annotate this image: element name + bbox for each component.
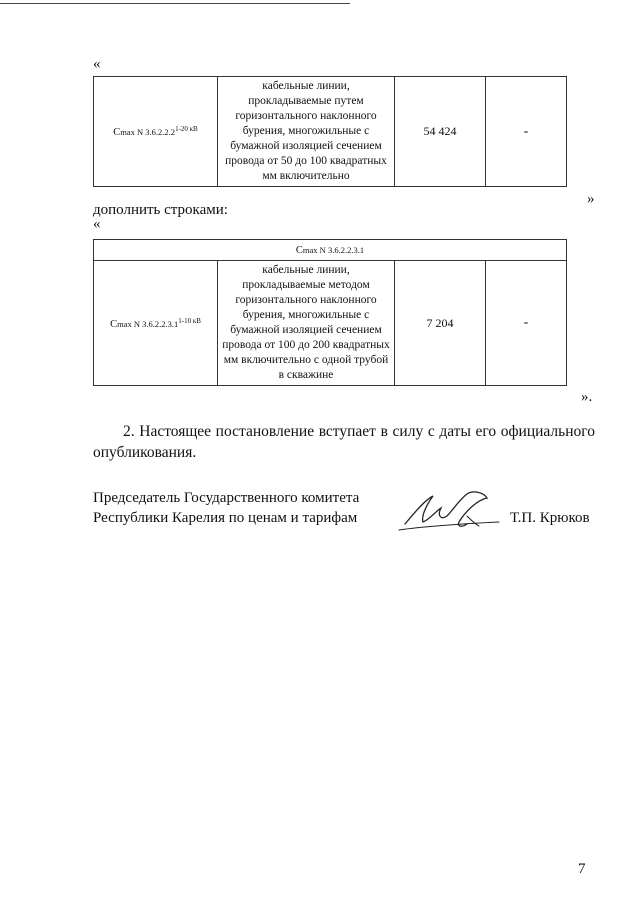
- top-rule: [0, 3, 350, 4]
- rate-code-sup: 1-10 кВ: [178, 316, 201, 325]
- signatory-title-line: Республики Карелия по ценам и тарифам: [93, 510, 358, 526]
- open-quote: «: [93, 56, 101, 72]
- effective-date-paragraph: 2. Настоящее постановление вступает в силу с даты его официального опубликования.: [93, 423, 595, 461]
- value-cell: 7 204: [395, 261, 486, 386]
- rate-code-main: С: [113, 126, 121, 138]
- rate-code-main: С: [110, 318, 118, 330]
- description-cell: кабельные линии, прокладываемые путем горизонтального наклонного бурения, многожильные с бумажной изоляцией сечением провода от 50 до 100 квадратных мм включительно: [218, 77, 395, 187]
- empty-value-cell: -: [486, 261, 567, 386]
- tariff-table-new: [93, 239, 567, 386]
- signatory-title: [93, 488, 359, 528]
- rate-code-cell: [94, 261, 218, 386]
- table-row: [94, 77, 567, 187]
- close-quote-final: ».: [581, 389, 593, 405]
- header-code-sub: max N 3.6.2.2.3.1: [302, 244, 365, 255]
- tariff-table-old: [93, 76, 567, 187]
- header-code-main: С: [295, 244, 303, 256]
- table-row: [94, 261, 567, 386]
- close-quote: »: [587, 191, 595, 207]
- empty-value-cell: -: [486, 77, 567, 187]
- value-cell: 54 424: [395, 77, 486, 187]
- handwritten-signature: [397, 486, 507, 536]
- page-number: 7: [578, 861, 586, 877]
- section-header-cell: [94, 240, 567, 261]
- table-header-row: [94, 240, 567, 261]
- amendment-lead-text: дополнить строками:: [93, 202, 228, 218]
- rate-code-cell: [94, 77, 218, 187]
- description-cell: кабельные линии, прокладываемые методом горизонтального наклонного бурения, многожильные с бумажной изоляцией сечением провода от 100 до 200 квадратных мм включительно с одной трубой в скважине: [218, 261, 395, 386]
- rate-code-sub: max N 3.6.2.2.2: [120, 126, 176, 137]
- signatory-name: Т.П. Крюков: [510, 510, 590, 526]
- open-quote: «: [93, 216, 101, 232]
- signatory-title-line: Председатель Государственного комитета: [93, 490, 360, 506]
- rate-code-sup: 1-20 кВ: [175, 125, 198, 134]
- rate-code-sub: max N 3.6.2.2.3.1: [117, 318, 179, 329]
